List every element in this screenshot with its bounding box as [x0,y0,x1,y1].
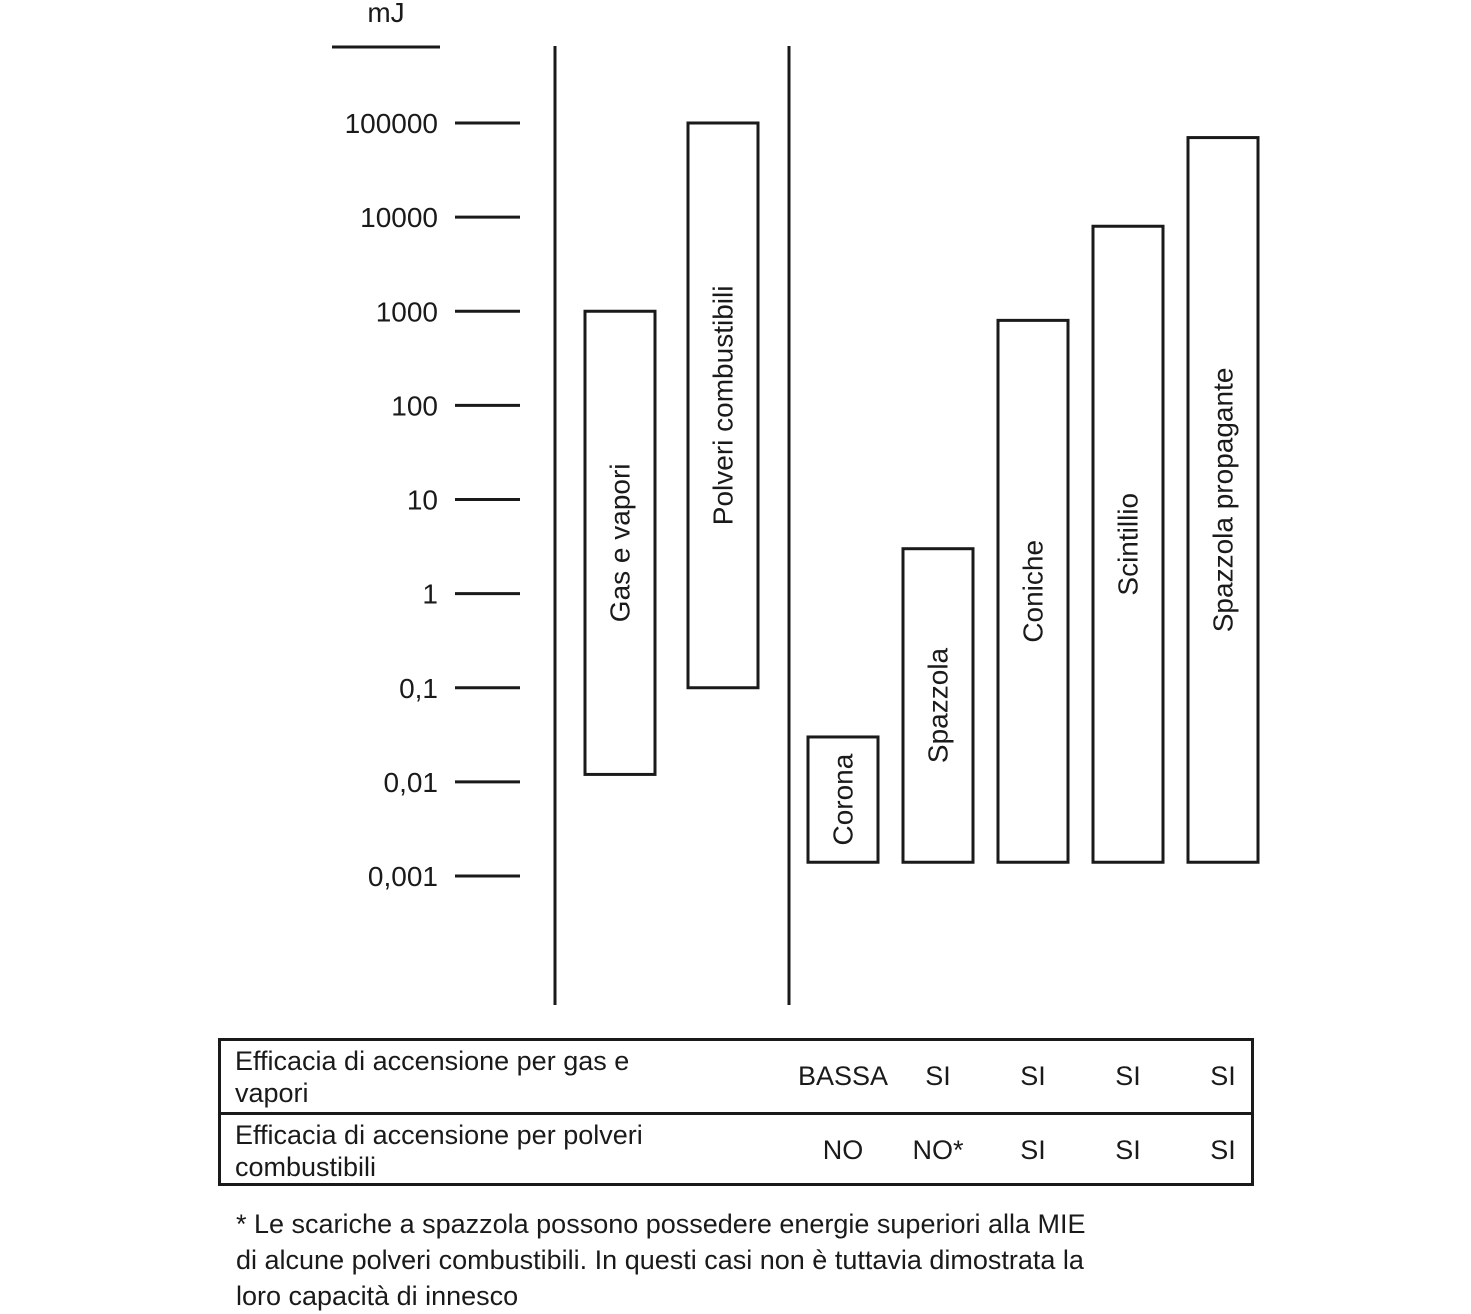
table-cell: SI [1020,1061,1046,1091]
row-label [235,1045,715,1109]
row-label [235,1119,715,1183]
table-cell: NO* [912,1135,964,1165]
bar-label: Coniche [1017,539,1049,643]
bar-label: Gas e vapori [604,463,636,623]
y-tick-label: 10 [406,484,438,516]
row-label-line: Efficacia di accensione per gas e [235,1046,630,1076]
row-label-line: vapori [235,1078,309,1108]
y-tick-label: 100000 [344,108,438,139]
bar-label: Spazzola [922,647,954,764]
y-tick-label: 0,1 [399,672,438,704]
y-tick-label: 1000 [375,296,438,328]
table-cell: SI [1115,1061,1141,1091]
table-cell: BASSA [797,1061,889,1091]
y-axis-ticks [345,108,520,892]
table-cell: SI [1020,1135,1046,1165]
table-cell: SI [1210,1135,1236,1165]
unit-label: mJ [367,0,405,28]
table-row [221,1041,1251,1115]
y-tick-label: 0,01 [383,766,438,798]
bar-label: Polveri combustibili [707,285,739,526]
table-row [221,1115,1251,1189]
y-tick-label: 100 [391,390,438,422]
row-label-line: Efficacia di accensione per polveri [235,1120,643,1150]
y-tick-label: 10000 [360,202,438,234]
bar-label: Scintillio [1112,492,1144,596]
footnote-line: * Le scariche a spazzola possono possedere energie superiori alla MIE [236,1209,1086,1239]
table-cell: SI [1210,1061,1236,1091]
y-tick-label: 0,001 [367,861,438,892]
ignition-table [218,1038,1254,1186]
table-cell: SI [925,1061,951,1091]
bar-label: Spazzola propagante [1207,367,1239,633]
row-label-line: combustibili [235,1152,377,1182]
table-cell: NO [822,1135,864,1165]
bars [585,123,1258,862]
footnote-line: loro capacità di innesco [236,1281,519,1311]
table-cell: SI [1115,1135,1141,1165]
footnote [236,1206,1216,1314]
y-tick-label: 1 [422,578,438,610]
footnote-line: di alcune polveri combustibili. In questi casi non è tuttavia dimostrata la [236,1245,1084,1275]
bar-label: Corona [827,753,859,846]
